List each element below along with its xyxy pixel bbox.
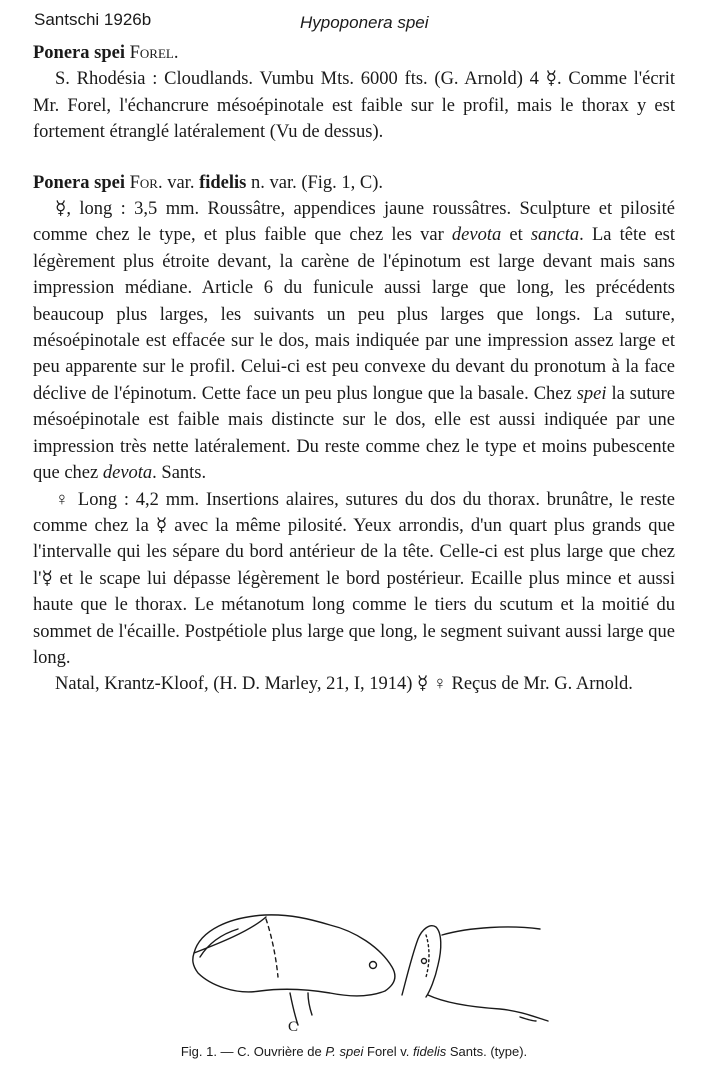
- caption-text: Forel v.: [363, 1044, 413, 1059]
- section2-varname: fidelis: [199, 172, 247, 193]
- section1-author: Forel.: [129, 43, 179, 63]
- citation-header: Santschi 1926b: [34, 10, 152, 29]
- figure-label-c: C: [288, 1019, 299, 1035]
- text-run: ☿, long : 3,5 mm. Roussâtre, appendices jaune roussâtres. Sculpture et pilosité comme chez le type, et plus faible que chez les var: [33, 199, 675, 246]
- text-run: . La tête est légèrement plus étroite devant, la carène de l'épinotum est large devant mais sans impression médiane. Article 6 du funicule aussi large que long, les précédents beaucoup plus larges, les suivants un peu plus larges que longs. La suture, mésoépinotale est effacée sur le dos, mais indiquée par une impression assez large et peu apparente sur le profil. Celui-ci est peu convexe du devant du pronotum à la face déclive de l'épinotum. Cette face un peu plus longue que la basale. Chez: [33, 225, 676, 404]
- caption-text: Sants. (type).: [446, 1044, 528, 1059]
- taxon-header: Hypoponera spei: [300, 13, 429, 32]
- suture-line: [266, 919, 278, 977]
- section1-heading: [33, 40, 675, 66]
- section2-var: var.: [167, 172, 195, 193]
- petiole-inner: [426, 935, 429, 977]
- caption-text: Fig. 1. — C. Ouvrière de: [180, 1044, 326, 1059]
- section2-rest: n. var. (Fig. 1, C).: [250, 172, 384, 193]
- section1-species: Ponera spei: [33, 43, 125, 63]
- queen-description: ♀ Long : 4,2 mm. Insertions alaires, sutures du dos du thorax. brunâtre, le reste comme chez la ☿ avec la même pilosité. Yeux arrondis, d'un quart plus grands que l'intervalle qui les sépare du bord antérieur de la tête. Celle-ci est plus large que chez l'☿ et le scape lui dépasse légèrement le bord postérieur. Ecaille plus mince et aussi haute que le thorax. Le métanotum long comme le tiers du scutum et la moitié du sommet de l'écaille. Postpétiole plus large que long, le segment suivant aussi large que long.: [33, 489, 675, 668]
- taxon-sancta: sancta: [530, 225, 580, 246]
- gaster-end: [520, 1017, 536, 1021]
- text-run: la suture mésoépinotale est faible mais distincte sur le dos, elle est aussi indiquée par une impression très nette latéralement. Du reste comme chez le type et moins pubescente que chez: [33, 383, 676, 484]
- text-run: et: [501, 225, 531, 246]
- section2-species: Ponera spei: [33, 172, 125, 193]
- section1-paragraph: S. Rhodésia : Cloudlands. Vumbu Mts. 6000 fts. (G. Arnold) 4 ☿. Comme l'écrit Mr. Forel, l'échancrure mésoépinotale est faible sur le profil, mais le thorax y est fortement étranglé latéralement (Vu de dessus).: [33, 69, 675, 143]
- section2-author: For.: [129, 172, 163, 193]
- taxon-devota: devota: [451, 225, 502, 246]
- text-run: . Sants.: [152, 463, 207, 484]
- locality-paragraph: Natal, Krantz-Kloof, (H. D. Marley, 21, I, 1914) ☿ ♀ Reçus de Mr. G. Arnold.: [55, 674, 633, 695]
- taxon-spei: spei: [576, 383, 607, 404]
- ant-profile-figure: [180, 885, 560, 1035]
- article-body: [33, 40, 675, 698]
- petiole-spiracle: [422, 959, 427, 964]
- leg-stub-2: [308, 993, 312, 1015]
- spiracle: [370, 962, 377, 969]
- section2-heading: [33, 170, 675, 196]
- gaster-lower: [428, 995, 548, 1021]
- caption-genus: P. spei: [325, 1044, 364, 1059]
- taxon-devota: devota: [102, 463, 153, 484]
- thorax-outline: [193, 915, 395, 996]
- caption-variety: fidelis: [413, 1044, 447, 1059]
- worker-description: [33, 196, 675, 486]
- figure-caption: [0, 1044, 708, 1059]
- gaster-outline: [442, 927, 540, 935]
